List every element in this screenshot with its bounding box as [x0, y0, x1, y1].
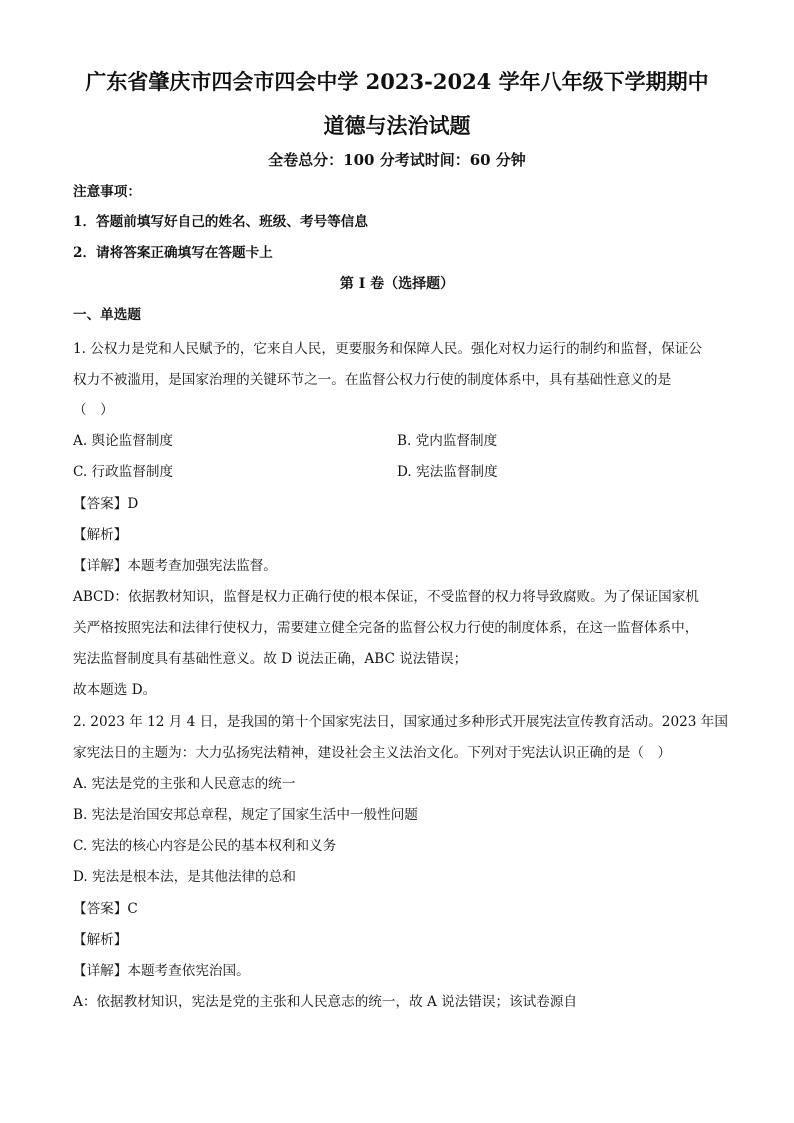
q1-explanation-line: 故本题选 D。 — [73, 682, 157, 698]
q1-option-d: D. 宪法监督制度 — [397, 464, 498, 480]
section-title: 一、单选题 — [73, 307, 141, 323]
q1-explanation-line: 关严格按照宪法和法律行使权力，需要建立健全完备的监督公权力行使的制度体系，在这一监督体系中， — [73, 620, 699, 636]
q2-stem-line: 家宪法日的主题为：大力弘扬宪法精神，建设社会主义法治文化。下列对于宪法认识正确的是（ ） — [73, 745, 672, 761]
q2-answer: 【答案】C — [73, 901, 138, 917]
title-line-1: 广东省肇庆市四会市四会中学 2023-2024 学年八年级下学期期中 — [85, 69, 709, 94]
q2-explanation-line: A：依据教材知识，宪法是党的主张和人民意志的统一，故 A 说法错误；该试卷源自 — [73, 994, 578, 1010]
q1-answer: 【答案】D — [73, 496, 139, 512]
q2-detail: 【详解】本题考查依宪治国。 — [73, 963, 250, 979]
exam-info: 全卷总分：100 分考试时间：60 分钟 — [268, 151, 526, 169]
q1-explanation-line: 宪法监督制度具有基础性意义。故 D 说法正确，ABC 说法错误； — [73, 651, 468, 667]
q2-option-c: C. 宪法的核心内容是公民的基本权利和义务 — [73, 838, 337, 854]
note-item: 1．答题前填写好自己的姓名、班级、考号等信息 — [73, 214, 368, 230]
note-item: 2．请将答案正确填写在答题卡上 — [73, 245, 273, 261]
q2-option-a: A. 宪法是党的主张和人民意志的统一 — [73, 776, 296, 792]
q2-option-d: D. 宪法是根本法，是其他法律的总和 — [73, 869, 296, 885]
q1-analysis-label: 【解析】 — [73, 527, 128, 543]
q2-analysis-label: 【解析】 — [73, 932, 128, 948]
q2-stem-line: 2. 2023 年 12 月 4 日，是我国的第十个国家宪法日，国家通过多种形式开展宪法宣传教育活动。2023 年国 — [73, 714, 728, 730]
q1-detail: 【详解】本题考查加强宪法监督。 — [73, 558, 277, 574]
q2-option-b: B. 宪法是治国安邦总章程，规定了国家生活中一般性问题 — [73, 807, 418, 823]
notes-heading: 注意事项： — [73, 184, 141, 200]
q1-stem-line: 权力不被滥用，是国家治理的关键环节之一。在监督公权力行使的制度体系中，具有基础性意义的是 — [73, 372, 672, 388]
q1-stem-line: （ ） — [73, 402, 114, 418]
q1-option-c: C. 行政监督制度 — [73, 464, 174, 480]
part-title: 第 I 卷（选择题） — [339, 276, 455, 292]
q1-option-a: A. 舆论监督制度 — [73, 433, 174, 449]
title-line-2: 道德与法治试题 — [323, 113, 471, 138]
q1-explanation-line: ABCD：依据教材知识，监督是权力正确行使的根本保证，不受监督的权力将导致腐败。为了保证国家机 — [73, 589, 699, 605]
q1-option-b: B. 党内监督制度 — [397, 433, 498, 449]
q1-stem-line: 1. 公权力是党和人民赋予的，它来自人民，更要服务和保障人民。强化对权力运行的制约和监督，保证公 — [73, 341, 703, 357]
